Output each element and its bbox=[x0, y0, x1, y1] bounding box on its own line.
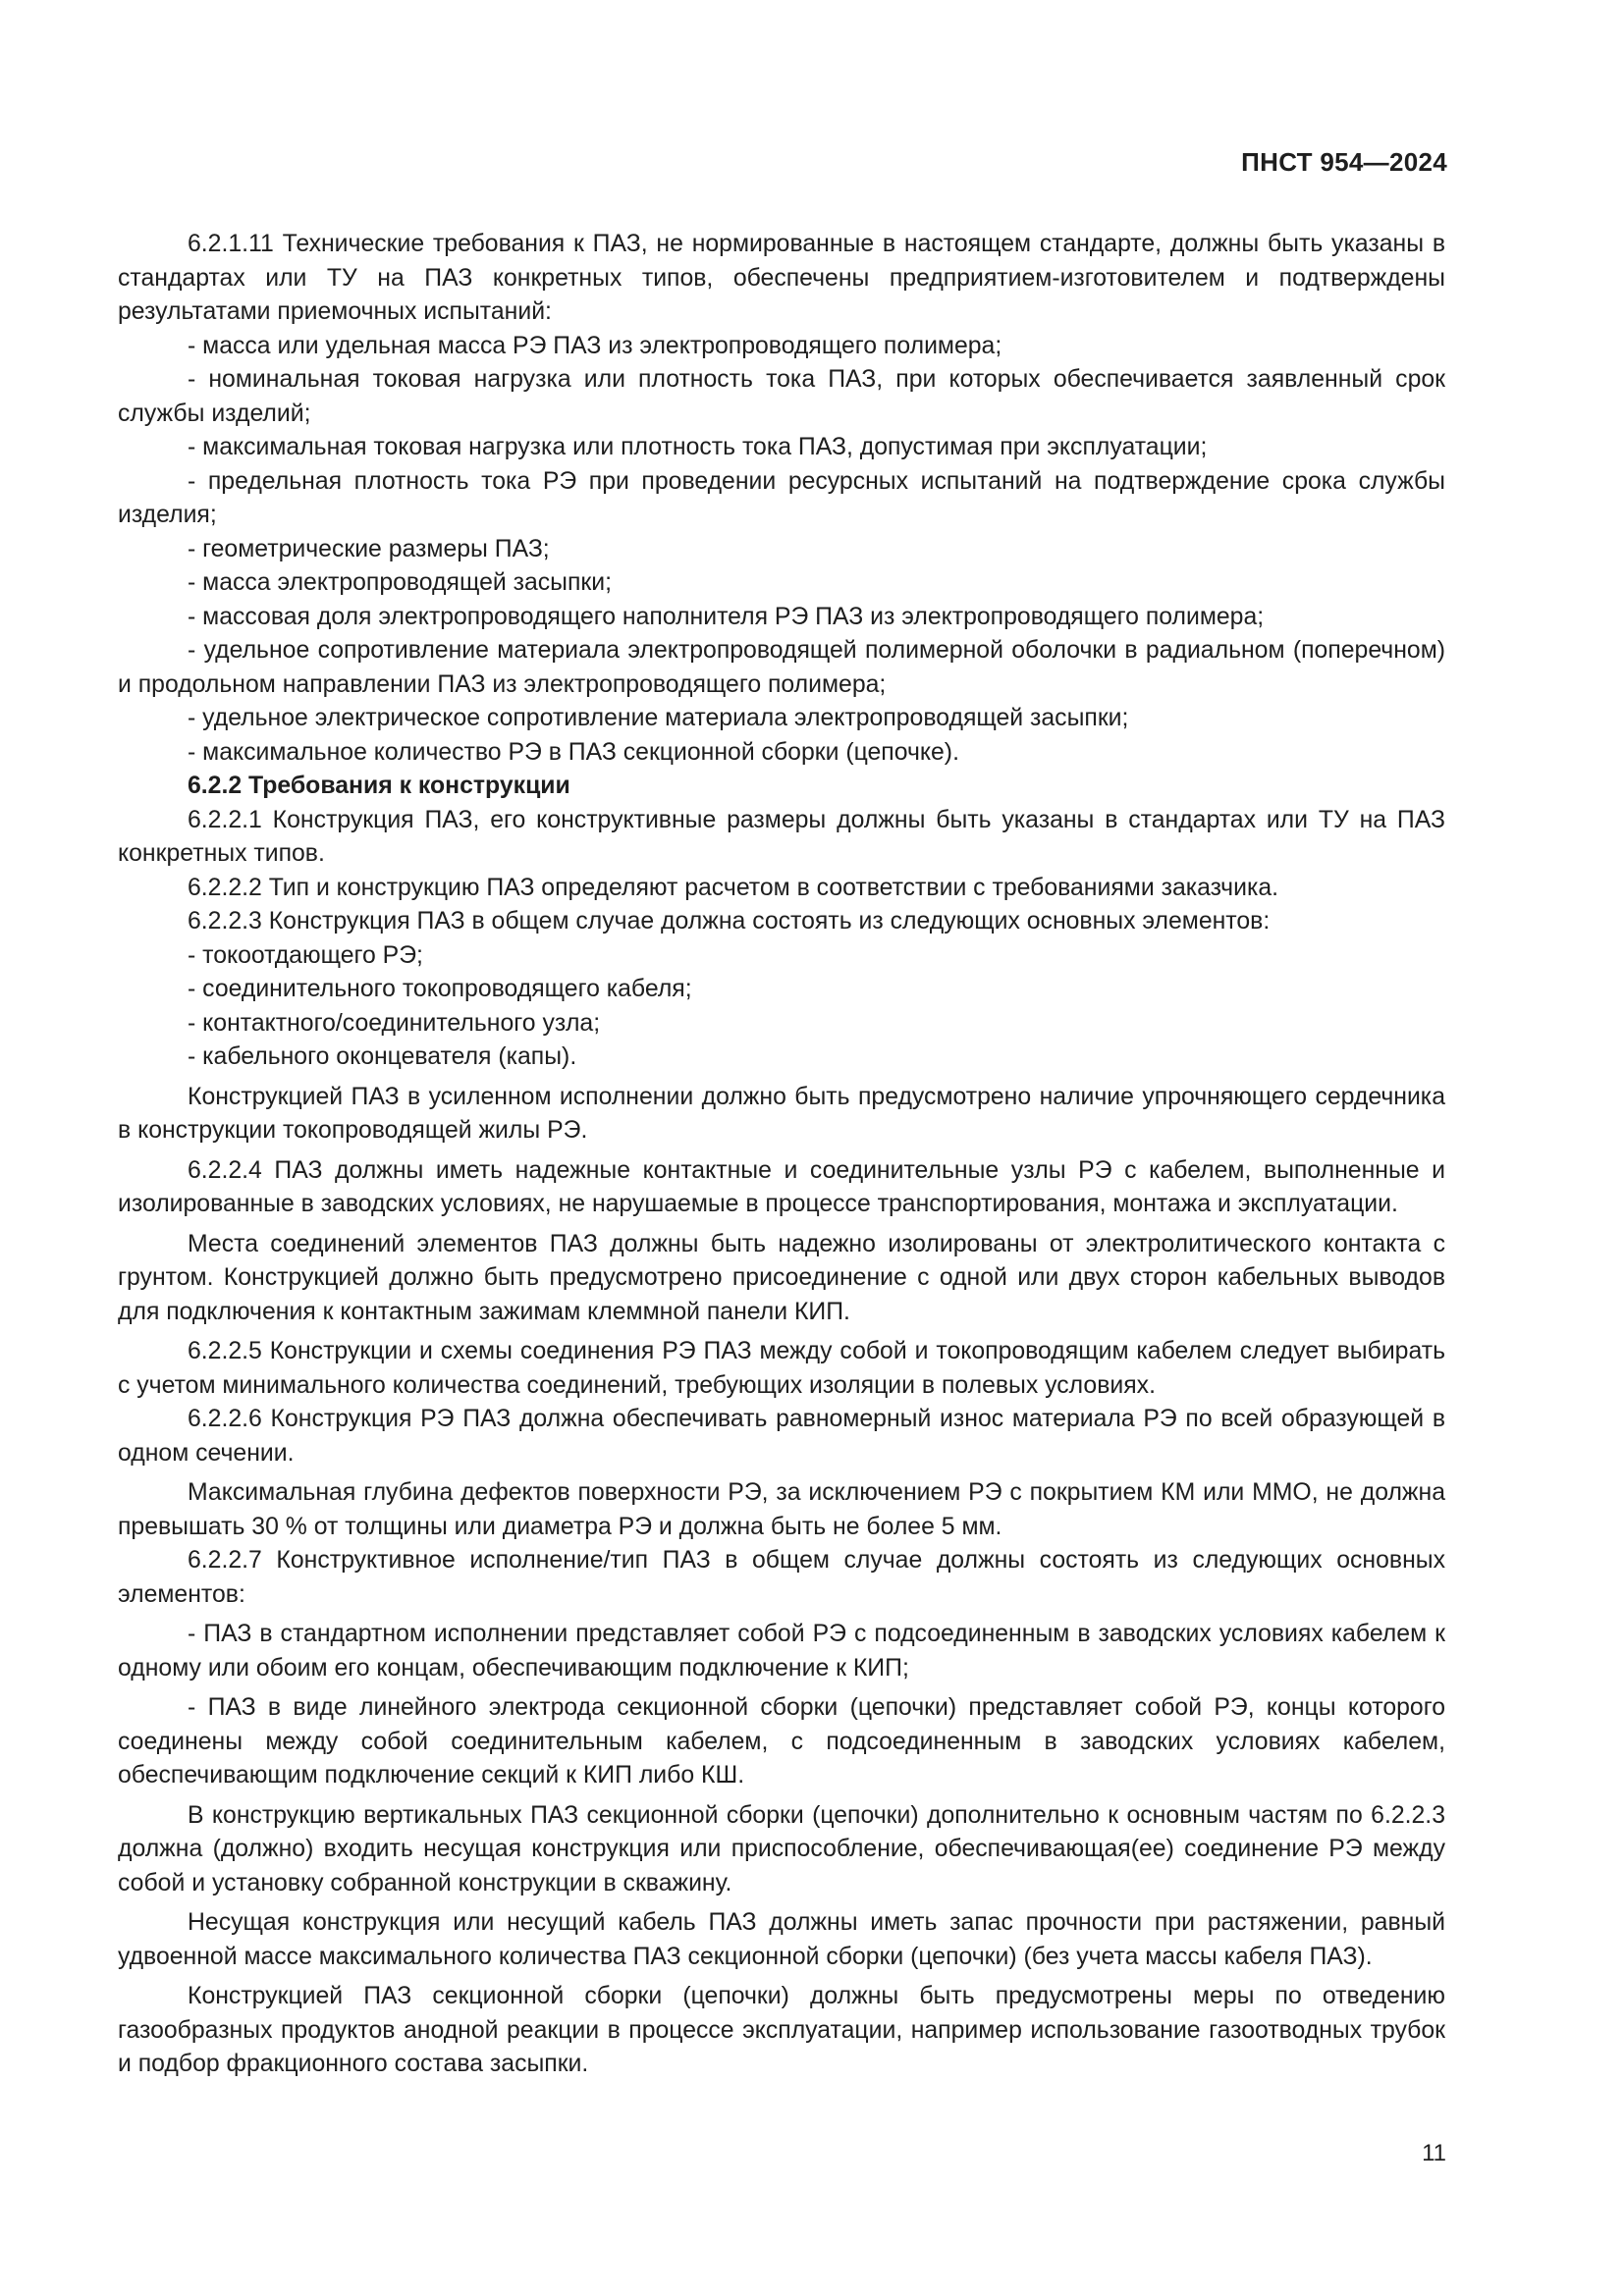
paragraph: - геометрические размеры ПАЗ; bbox=[188, 535, 550, 562]
paragraph: 6.2.2.2 Тип и конструкцию ПАЗ определяют расчетом в соответствии с требованиями заказчика. bbox=[188, 874, 1279, 901]
paragraph: - масса или удельная масса РЭ ПАЗ из электропроводящего полимера; bbox=[188, 332, 1002, 359]
paragraph: - максимальное количество РЭ в ПАЗ секционной сборки (цепочке). bbox=[188, 738, 959, 766]
paragraph: - масса электропроводящей засыпки; bbox=[188, 569, 612, 596]
paragraph: Конструкцией ПАЗ в усиленном исполнении должно быть предусмотрено наличие упрочняющего сердечника в конструкции токопроводящей жилы РЭ. bbox=[118, 1083, 1445, 1144]
paragraph: - кабельного оконцевателя (капы). bbox=[188, 1043, 577, 1070]
standard-code: ПНСТ 954—2024 bbox=[1241, 147, 1447, 177]
paragraph: В конструкцию вертикальных ПАЗ секционной сборки (цепочки) дополнительно к основным частям по 6.2.2.3 должна (должно) входить несущая конструкция или приспособление, обеспечивающая(ее) соединение РЭ между собой и установку собранной конструкции в скважину. bbox=[118, 1801, 1445, 1896]
paragraph: 6.2.2.3 Конструкция ПАЗ в общем случае должна состоять из следующих основных элементов: bbox=[188, 908, 1271, 934]
paragraph: - номинальная токовая нагрузка или плотность тока ПАЗ, при которых обеспечивается заявленный срок службы изделий; bbox=[118, 366, 1445, 427]
paragraph: - предельная плотность тока РЭ при проведении ресурсных испытаний на подтверждение срока службы изделия; bbox=[118, 467, 1445, 528]
paragraph: Конструкцией ПАЗ секционной сборки (цепочки) должны быть предусмотрены меры по отведению газообразных продуктов анодной реакции в процессе эксплуатации, например использование газоотводных трубок и подбор фракционного состава засыпки. bbox=[118, 1983, 1445, 2077]
section-heading: 6.2.2 Требования к конструкции bbox=[188, 773, 570, 799]
paragraph: Максимальная глубина дефектов поверхности РЭ, за исключением РЭ с покрытием КМ или ММО, не должна превышать 30 % от толщины или диаметра РЭ и должна быть не более 5 мм. bbox=[118, 1479, 1445, 1540]
paragraph: 6.2.2.4 ПАЗ должны иметь надежные контактные и соединительные узлы РЭ с кабелем, выполненные и изолированные в заводских условиях, не нарушаемые в процессе транспортирования, монтажа и эксплуатации. bbox=[118, 1156, 1445, 1217]
page-number: 11 bbox=[1422, 2140, 1446, 2166]
paragraph: Несущая конструкция или несущий кабель ПАЗ должны иметь запас прочности при растяжении, равный удвоенной массе максимального количества ПАЗ секционной сборки (цепочки) (без учета массы кабеля ПАЗ). bbox=[118, 1909, 1445, 1970]
paragraph: Места соединений элементов ПАЗ должны быть надежно изолированы от электролитического контакта с грунтом. Конструкцией должно быть предусмотрено присоединение с одной или двух сторон кабельных выводов для подключения к контактным зажимам клеммной панели КИП. bbox=[118, 1230, 1445, 1325]
paragraph: 6.2.2.1 Конструкция ПАЗ, его конструктивные размеры должны быть указаны в стандартах или ТУ на ПАЗ конкретных типов. bbox=[118, 806, 1445, 867]
paragraph: - удельное электрическое сопротивление материала электропроводящей засыпки; bbox=[188, 705, 1129, 731]
paragraph: - ПАЗ в стандартном исполнении представляет собой РЭ с подсоединенным в заводских условиях кабелем к одному или обоим его концам, обеспечивающим подключение к КИП; bbox=[118, 1621, 1445, 1682]
paragraph: 6.2.2.5 Конструкции и схемы соединения РЭ ПАЗ между собой и токопроводящим кабелем следует выбирать с учетом минимального количества соединений, требующих изоляции в полевых условиях. bbox=[118, 1338, 1445, 1399]
paragraph: - контактного/соединительного узла; bbox=[188, 1009, 601, 1037]
paragraph: 6.2.2.7 Конструктивное исполнение/тип ПАЗ в общем случае должны состоять из следующих основных элементов: bbox=[118, 1547, 1445, 1608]
paragraph: - токоотдающего РЭ; bbox=[188, 941, 423, 969]
paragraph: - массовая доля электропроводящего наполнителя РЭ ПАЗ из электропроводящего полимера; bbox=[188, 603, 1265, 630]
paragraph: - удельное сопротивление материала электропроводящей полимерной оболочки в радиальном (поперечном) и продольном направлении ПАЗ из электропроводящего полимера; bbox=[118, 637, 1445, 698]
paragraph: - соединительного токопроводящего кабеля; bbox=[188, 976, 692, 1002]
paragraph: - ПАЗ в виде линейного электрода секционной сборки (цепочки) представляет собой РЭ, концы которого соединены между собой соединительным кабелем, с подсоединенным в заводских условиях кабелем, обеспечивающим подключение секций к КИП либо КШ. bbox=[118, 1694, 1445, 1789]
document-body bbox=[118, 228, 1445, 2082]
paragraph: 6.2.2.6 Конструкция РЭ ПАЗ должна обеспечивать равномерный износ материала РЭ по всей образующей в одном сечении. bbox=[118, 1406, 1445, 1467]
paragraph: - максимальная токовая нагрузка или плотность тока ПАЗ, допустимая при эксплуатации; bbox=[188, 434, 1208, 460]
paragraph: 6.2.1.11 Технические требования к ПАЗ, не нормированные в настоящем стандарте, должны быть указаны в стандартах или ТУ на ПАЗ конкретных типов, обеспечены предприятием-изготовителем и подтверждены результатами приемочных испытаний: bbox=[118, 231, 1445, 325]
